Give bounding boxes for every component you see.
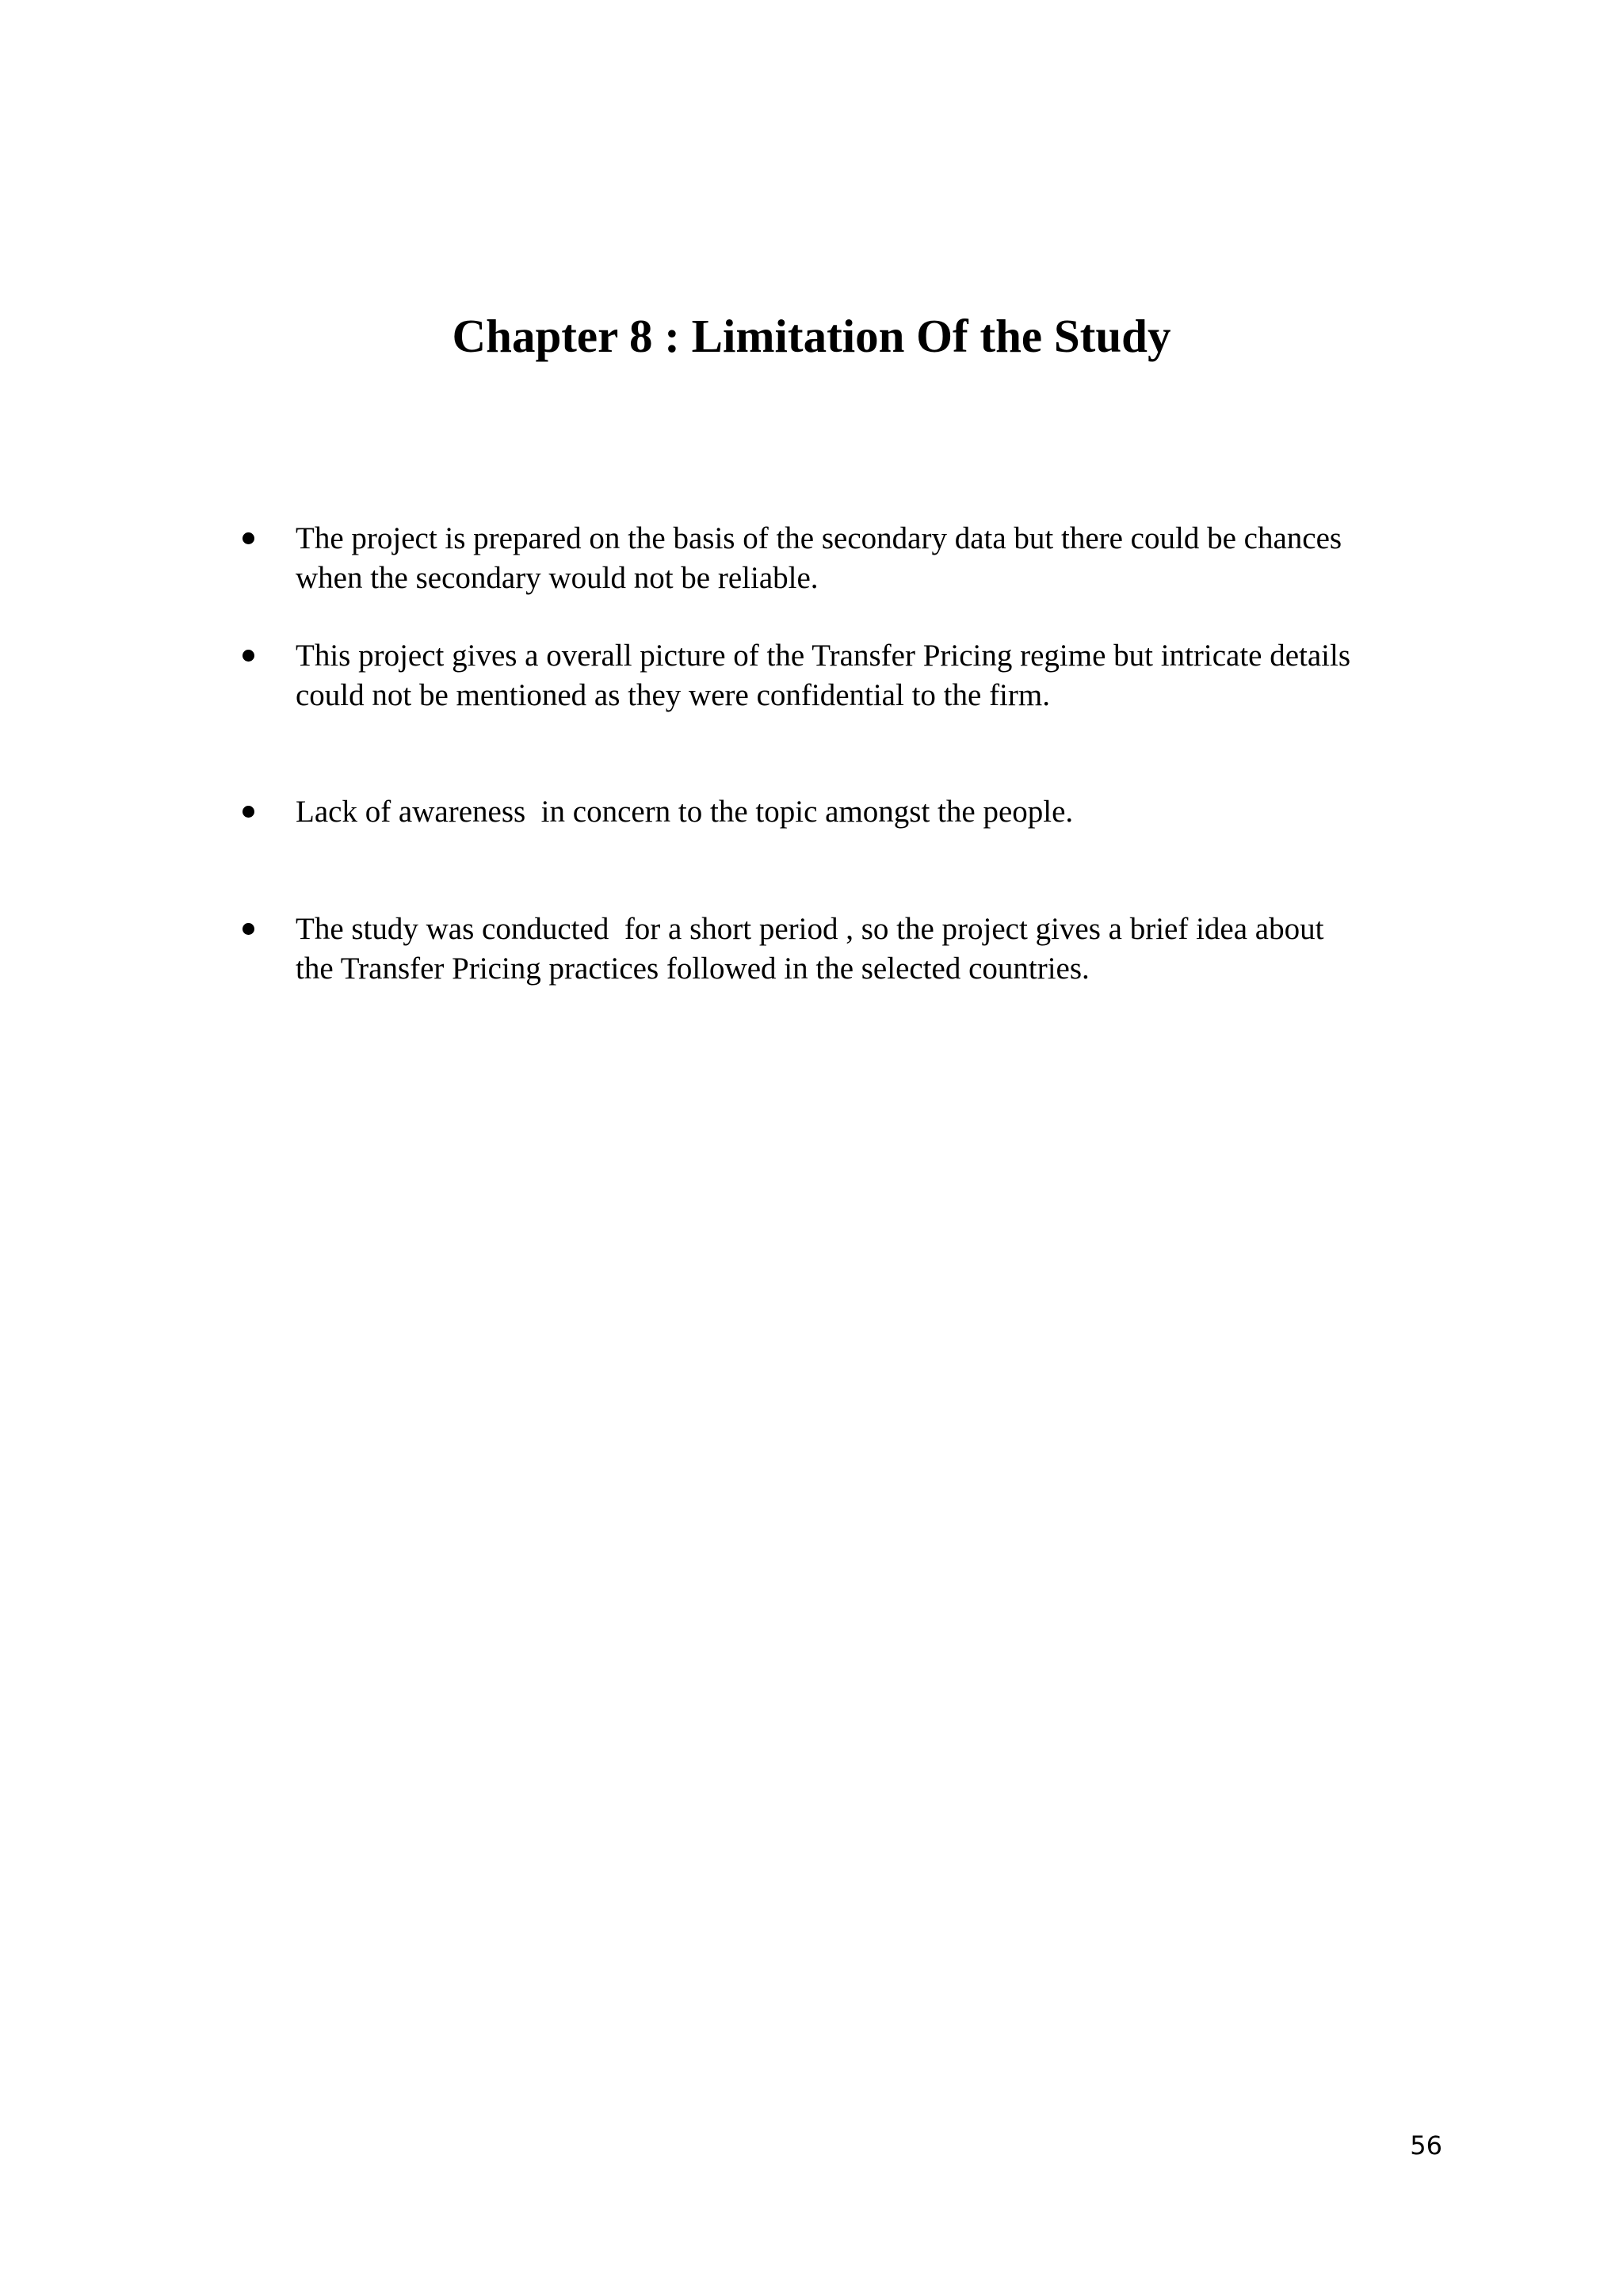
list-item-line: Lack of awareness in concern to the topic amongst the people. [296, 795, 1074, 829]
list-item-text [296, 636, 1453, 715]
list-item-line: could not be mentioned as they were confidential to the firm. [296, 678, 1050, 712]
list-item-text [296, 792, 1453, 832]
list-item-line: The project is prepared on the basis of the secondary data but there could be chances [296, 521, 1342, 555]
page-number: 56 [1410, 2130, 1442, 2161]
list-item-line: The study was conducted for a short period , so the project gives a brief idea about [296, 912, 1324, 946]
list-item-line: the Transfer Pricing practices followed in the selected countries. [296, 952, 1090, 986]
chapter-title: Chapter 8 : Limitation Of the Study [452, 310, 1171, 362]
list-item-line: This project gives a overall picture of the Transfer Pricing regime but intricate details [296, 639, 1351, 673]
list-item-line: when the secondary would not be reliable. [296, 561, 819, 595]
list-item-text [296, 519, 1453, 598]
list-item-text [296, 910, 1453, 989]
bullet-icon [242, 532, 254, 544]
bullet-icon [242, 923, 254, 935]
bullet-icon [242, 650, 254, 662]
bullet-icon [242, 806, 254, 818]
